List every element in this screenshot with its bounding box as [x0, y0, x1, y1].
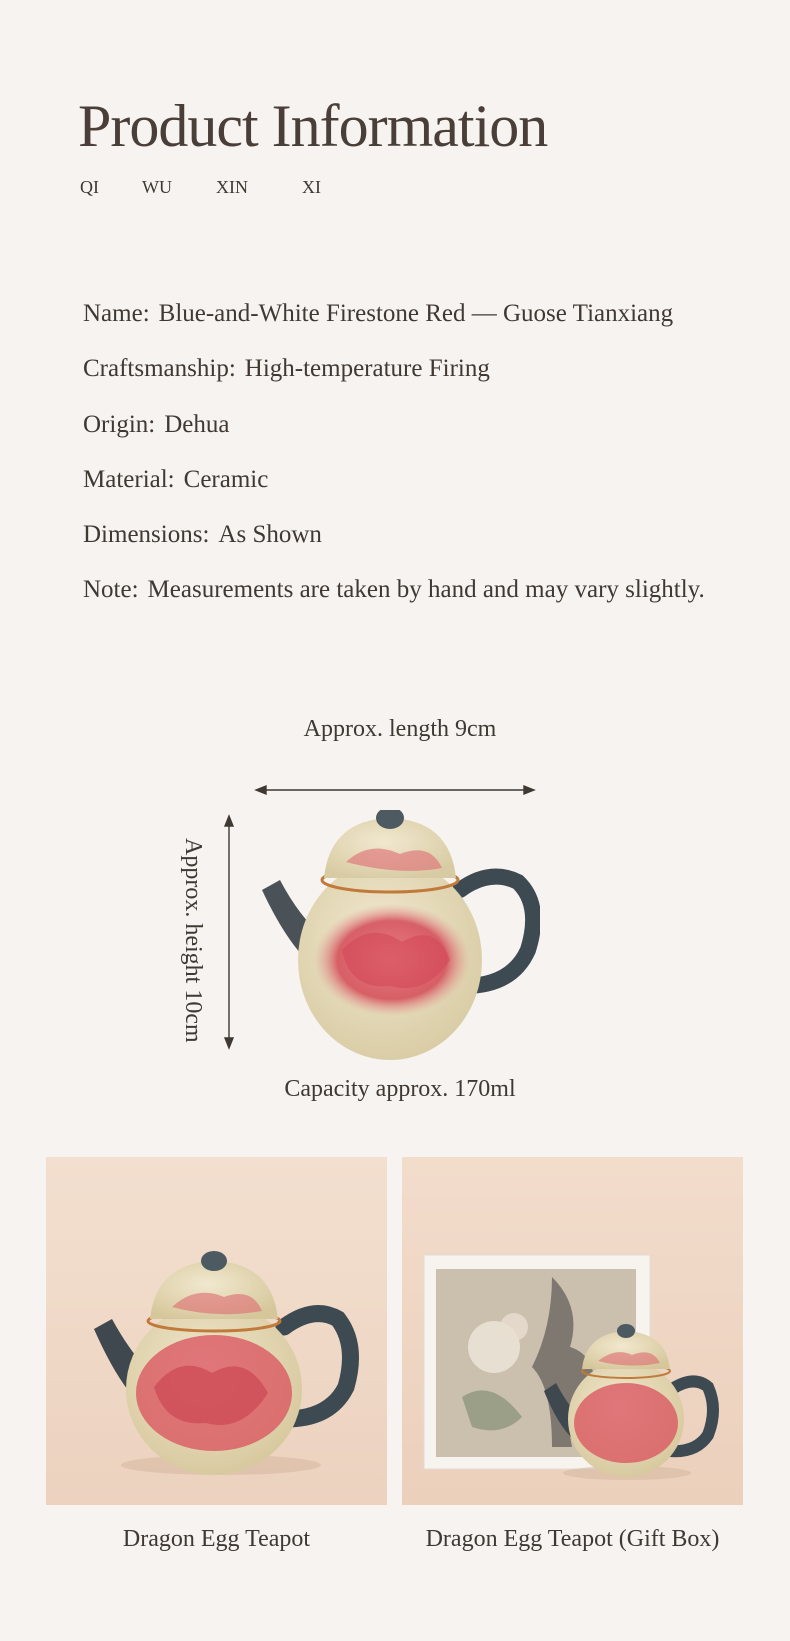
length-arrow	[256, 786, 534, 794]
gift-box-photo	[402, 1157, 743, 1505]
photo-dragon-egg-teapot-gift-box	[402, 1157, 743, 1505]
height-label: Approx. height 10cm	[180, 838, 206, 1043]
info-key: Craftsmanship:	[83, 355, 236, 383]
info-value: Measurements are taken by hand and may vary slightly.	[147, 576, 705, 604]
caption-dragon-egg-teapot: Dragon Egg Teapot	[122, 1526, 311, 1552]
subnav-item-qi: QI	[80, 177, 99, 197]
info-value: As Shown	[218, 521, 322, 549]
photo-dragon-egg-teapot	[46, 1157, 387, 1505]
teapot-image	[250, 810, 540, 1060]
info-value: Ceramic	[183, 465, 269, 493]
info-key: Material:	[83, 465, 175, 493]
capacity-label: Capacity approx. 170ml	[284, 1076, 516, 1102]
info-value: Dehua	[164, 410, 230, 438]
info-key: Origin:	[83, 410, 156, 438]
page-title: Product Information	[78, 93, 548, 159]
subnav-item-xi: XI	[302, 177, 321, 197]
info-key: Name:	[83, 300, 150, 327]
subnav-item-wu: WU	[142, 177, 172, 197]
caption-dragon-egg-teapot-gift-box: Dragon Egg Teapot (Gift Box)	[425, 1526, 720, 1552]
info-key: Dimensions:	[83, 521, 210, 549]
subnav-item-xin: XIN	[216, 177, 248, 197]
length-label: Approx. length 9cm	[303, 716, 497, 742]
info-value: High-temperature Firing	[244, 355, 490, 383]
height-arrow	[225, 816, 233, 1048]
info-key: Note:	[83, 576, 139, 604]
teapot-photo	[46, 1157, 387, 1505]
info-value: Blue-and-White Firestone Red — Guose Tianxiang	[158, 300, 674, 327]
